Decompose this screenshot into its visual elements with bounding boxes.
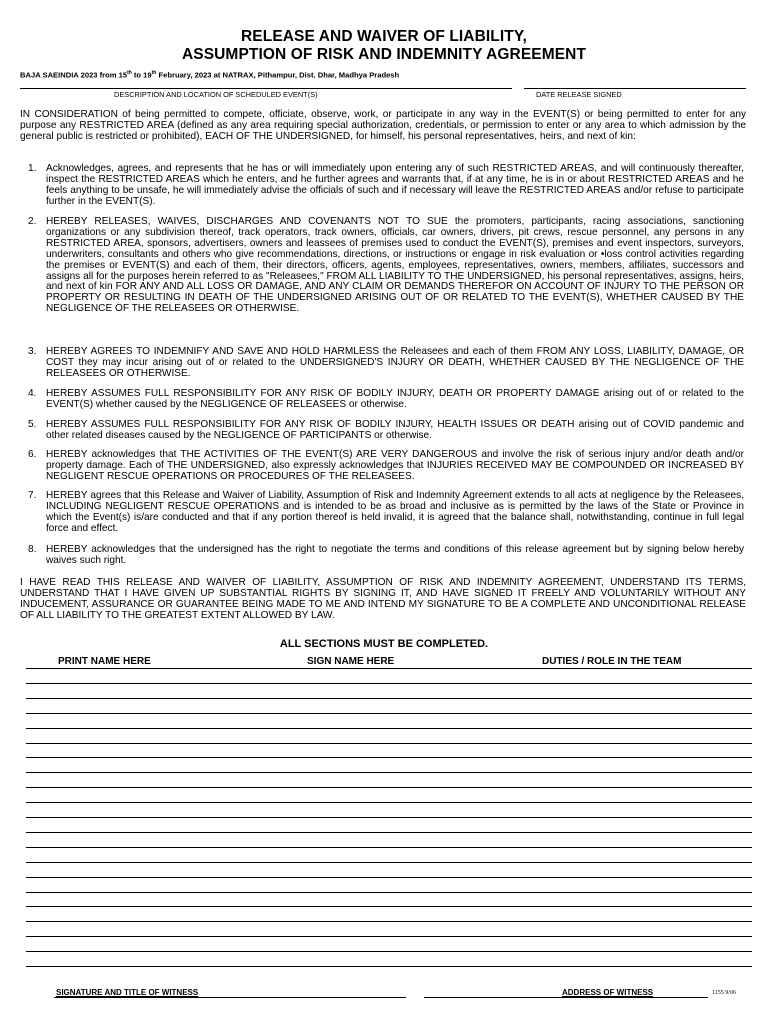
clause-2 <box>28 217 744 315</box>
clause-text: HEREBY ASSUMES FULL RESPONSIBILITY FOR ANY RISK OF BODILY INJURY, DEATH OR PROPERTY DAMAGE arising out of or related to the EVENT(S) whether caused by the NEGLIGENCE OF RELEASEES or otherwise. <box>46 388 744 410</box>
signature-section-heading: ALL SECTIONS MUST BE COMPLETED. <box>279 638 489 650</box>
clause-5 <box>28 420 744 442</box>
clause-4 <box>28 389 744 411</box>
closing-statement: I HAVE READ THIS RELEASE AND WAIVER OF LIABILITY, ASSUMPTION OF RISK AND INDEMNITY AGREEMENT, UNDERSTAND ITS TERMS, UNDERSTAND THAT I HAVE GIVEN UP SUBSTANTIAL RIGHTS BY SIGNING IT, AND HAVE SIGNED IT FREELY AND VOLUNTARILY WITHOUT ANY INDUCEMENT, ASSURANCE OR GUARANTEE BEING MADE TO ME AND INTEND MY SIGNATURE TO BE A COMPLETE AND UNCONDITIONAL RELEASE OF ALL LIABILITY TO THE GREATEST EXTENT ALLOWED BY LAW. <box>20 577 746 621</box>
signature-line <box>26 966 752 967</box>
signature-line <box>26 683 752 684</box>
signature-line <box>26 713 752 714</box>
clause-text: HEREBY RELEASES, WAIVES, DISCHARGES AND COVENANTS NOT TO SUE the promoters, participants, racing associations, sanctioning organizations or any subdivision thereof, track operators, track owners, officials, car owners, drivers, pit crews, rescue personnel, any persons in any RESTRICTED AREA, sponsors, advertisers, owners and leassees of premises used to conduct the EVENT(S), premises and event inspectors, surveyors, underwriters, consultants and others who give recommendations, directions, or instructions or engage in risk evaluation or •loss control activities regarding the premises or EVENT(S) and each of them, their directors, officers, agents, employees, representatives, owners, members, affiliates, successors and assigns all for the purposes herein referred to as "Releasees," FROM ALL LIABILITY TO THE UNDERSIGNED, his personal representatives, assigns, heirs, and next of kin FOR ANY AND ALL LOSS OR DAMAGE, AND ANY CLAIM OR DEMANDS THEREFOR ON ACCOUNT OF INJURY TO THE PERSON OR PROPERTY OR RESULTING IN DEATH OF THE UNDERSIGNED ARISING OUT OF OR RELATED TO THE EVENT(S), WHETHER CAUSED BY THE NEGLIGENCE OF THE RELEASEES OR OTHERWISE. <box>46 216 744 315</box>
form-code: 1155 9/06 <box>712 990 736 996</box>
clause-6 <box>28 450 744 483</box>
clause-text: HEREBY ASSUMES FULL RESPONSIBILITY FOR ANY RISK OF BODILY INJURY, HEALTH ISSUES OR DEATH arising out of COVID pandemic and other related diseases caused by the NEGLIGENCE OF PARTICIPANTS or otherwise. <box>46 419 744 441</box>
witness-signature-rule <box>54 997 406 998</box>
signature-line <box>26 728 752 729</box>
event-text-mid: to 19 <box>131 70 152 80</box>
event-text-prefix: BAJA SAEINDIA 2023 from 15 <box>20 70 128 80</box>
clause-number: 2. <box>28 216 37 227</box>
signature-line <box>26 743 752 744</box>
clause-number: 3. <box>28 346 37 357</box>
event-sup-end: th <box>151 70 157 76</box>
clause-7 <box>28 491 744 535</box>
clause-number: 8. <box>28 544 37 555</box>
signature-line <box>26 877 752 878</box>
clause-number: 5. <box>28 419 37 430</box>
sign-name-column-header: SIGN NAME HERE <box>307 656 395 667</box>
clause-text: HEREBY acknowledges that the undersigned has the right to negotiate the terms and conditions of this release agreement but by signing below hereby waives such right. <box>46 544 744 566</box>
date-signed-rule <box>524 88 746 89</box>
signature-line <box>26 772 752 773</box>
event-description-rule <box>20 88 512 89</box>
clause-text: HEREBY AGREES TO INDEMNIFY AND SAVE AND HOLD HARMLESS the Releasees and each of them FROM ANY LOSS, LIABILITY, DAMAGE, OR COST they may incur arising out of or related to the UNDERSIGNED'S INJURY OR DEATH, WHETHER CAUSED BY THE NEGLIGENCE OF THE RELEASEES OR OTHERWISE. <box>46 346 744 379</box>
signature-line <box>26 936 752 937</box>
signature-line <box>26 817 752 818</box>
signature-line <box>26 847 752 848</box>
signature-line <box>26 698 752 699</box>
signature-line <box>26 892 752 893</box>
clause-text: Acknowledges, agrees, and represents that he has or will immediately upon entering any of such RESTRICTED AREAS, and will continuously thereafter, inspect the RESTRICTED AREAS which he enters, and he further agrees and warrants that, if at any time, he is in or about RESTRICTED AREAS and he feels anything to be unsafe, he will immediately advise the officials of such and if necessary will leave the RESTRICTED AREAS and/or refuse to participate further in the EVENT(S). <box>46 163 744 207</box>
clause-number: 4. <box>28 388 37 399</box>
signature-line <box>26 787 752 788</box>
signature-line <box>26 668 752 669</box>
event-description-caption: DESCRIPTION AND LOCATION OF SCHEDULED EVENT(S) <box>114 90 318 99</box>
clause-text: HEREBY agrees that this Release and Waiver of Liability, Assumption of Risk and Indemnity Agreement extends to all acts at negligence by the Releasees, INCLUDING NEGLIGENT RESCUE OPERATIONS and is intended to be as broad and inclusive as is permitted by the laws of the State or Province in which the Event(s) is/are conducted and that if any portion thereof is held invalid, it is agreed that the balance shall, notwithstanding, continue in full legal force and effect. <box>46 490 744 534</box>
print-name-column-header: PRINT NAME HERE <box>58 656 151 667</box>
signature-line <box>26 906 752 907</box>
witness-address-label: ADDRESS OF WITNESS <box>562 988 654 997</box>
event-text-suffix: February, 2023 at NATRAX, Pithampur, Dist. Dhar, Madhya Pradesh <box>156 70 400 80</box>
signature-line <box>26 832 752 833</box>
document-title-line2: ASSUMPTION OF RISK AND INDEMNITY AGREEMENT <box>181 46 587 63</box>
clause-number: 1. <box>28 163 37 174</box>
signature-line <box>26 862 752 863</box>
clause-number: 6. <box>28 449 37 460</box>
signature-line <box>26 951 752 952</box>
date-signed-caption: DATE RELEASE SIGNED <box>536 90 622 99</box>
clause-8 <box>28 545 744 567</box>
signature-line <box>26 921 752 922</box>
witness-address-rule <box>424 997 708 998</box>
witness-signature-label: SIGNATURE AND TITLE OF WITNESS <box>56 988 199 997</box>
event-sup-start: th <box>127 70 132 76</box>
duties-column-header: DUTIES / ROLE IN THE TEAM <box>542 656 682 667</box>
clause-1 <box>28 164 744 208</box>
clause-3 <box>28 347 744 380</box>
document-title-line1: RELEASE AND WAIVER OF LIABILITY, <box>241 28 527 45</box>
event-description <box>20 70 399 80</box>
intro-paragraph: IN CONSIDERATION of being permitted to compete, officiate, observe, work, or participate in any way in the EVENT(S) or being permitted to enter for any purpose any RESTRICTED AREA (defined as any area requiring special authorization, credentials, or permission to enter or any area to which admission by the general public is restricted or prohibited), EACH OF THE UNDERSIGNED, for himself, his personal representatives, heirs, and next of kin: <box>20 109 746 142</box>
clause-number: 7. <box>28 490 37 501</box>
signature-line <box>26 757 752 758</box>
signature-line <box>26 802 752 803</box>
clause-text: HEREBY acknowledges that THE ACTIVITIES OF THE EVENT(S) ARE VERY DANGEROUS and involve the risk of serious injury and/or death and/or property damage. Each of THE UNDERSIGNED, also expressly acknowledges that INJURIES RECEIVED MAY BE COMPOUNDED OR INCREASED BY NEGLIGENT RESCUE OPERATIONS OR PROCEDURES OF THE RELEASEES. <box>46 449 744 482</box>
